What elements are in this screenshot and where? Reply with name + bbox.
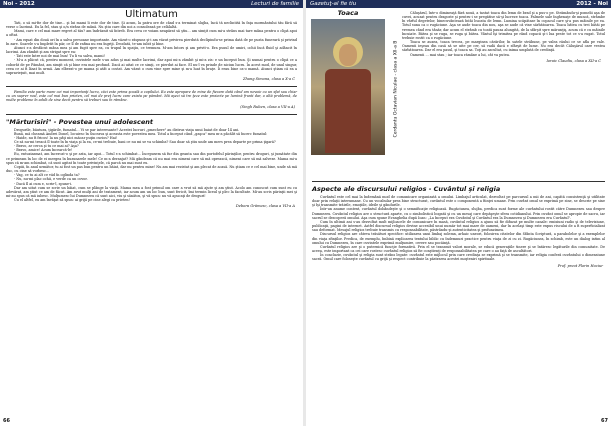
left-header-bar (0, 0, 303, 8)
right-header-issue: 2012 - Noi (576, 1, 608, 7)
paragraph: - Bravo, amice! Acum încearcă-le! (14, 148, 73, 153)
paragraph: - Tati este între noi de mai bun! Tu îi va salva, mami! (14, 54, 105, 59)
paragraph: Bună, mă cheamă Andrei Donel, locuiesc în Suceava şi aceasta este povestea mea. Totul a început când „gaşca" mea m-a pâcălit să încerc fumatul: (14, 131, 268, 136)
left-page (0, 0, 303, 426)
article-author: Prof. preot Florin Hociur (557, 263, 603, 268)
section-divider (6, 86, 297, 87)
paragraph: Ce să nu-mi treacă îl toate în în viaţa şi la ea, ce-mi trebuie, bani ce nu mi se va schimba? Sau doar să ştiu unde am mers prea departe pe prima ţigară? (14, 139, 276, 144)
section-divider (312, 181, 605, 182)
right-header-section: Gazetuţ-al fie tiu (310, 1, 357, 7)
story-text (6, 128, 297, 203)
left-header-section: Lecturi de familie (251, 1, 299, 7)
story-title: "Mărturisiri" - Povestea unui adolescent (6, 117, 154, 126)
abstract-author: (Singh Ruben, clasa a VII-a A) (240, 104, 295, 109)
paragraph: În concluzie, cuvântul şi religia sunt strâns legate: cuvântul este mijlocul prin care credinţa se exprimă şi se transmite, iar religia conferă cuvântului o dimensiune sacră. Omul care foloseşte cuvântul cu grijă şi respect contribuie la păstrarea acestei moşteniri spirituale. (312, 253, 605, 262)
paragraph: Cu el altfel, eu am învăţat să spun: ai grijă pe cine alegi ca prieten! (14, 198, 130, 203)
paragraph: Într-un anume context, cuvântul dobândeşte şi o semnificaţie religioasă. Rugăciunea, slujba, predica sunt forme ale cuvântului rostit către Dumnezeu sau despre Dumnezeu. Cuvântul religios are o structură aparte, cu o simbolistică bogată şi cu un mesaj care depăşeşte sfera cotidianului. Prin cuvânt omul se apropie de sacru, iar sacrul se descoperă omului. Aşa cum spune Evanghelia după Ioan: „La început era Cuvântul şi Cuvântul era la Dumnezeu şi Dumnezeu era Cuvântul". (312, 207, 605, 220)
paragraph: - Am equat din două ori în a salva persoane importante. Am văzut-o răspuns şi-i am văzut privirea pierdută declipindu-se prima dată de pe pusta funerară şi privind în zare. Soarele s-a împletit în păr, ce îl de rafina nu era îngriji. Deodată, te-am iubit şi bine. (6, 37, 297, 46)
right-page-number: 67 (601, 418, 608, 424)
vertical-caption (392, 14, 400, 164)
vertical-caption-text: Cerdantu Octavian Niculae - clasa a XII-a B (393, 40, 399, 138)
robe-shape (325, 69, 371, 153)
face-shape (339, 44, 357, 66)
paragraph: - Dacă îl ai cum e, scrie-l, spune-i. (14, 181, 73, 186)
article-title: Aspecte ale discursului religios - Cuvântul şi religia (312, 185, 501, 193)
family-abstract (6, 90, 297, 102)
story-author: Debora Grămesc, clasa a VII-a A (235, 204, 295, 209)
paragraph: Familia este parte mare cei mai importanţi lucru, căci este prima şcoală a copilului. Eu este apropare de mine de fiecare dată când am nevoie cu un sfat sau chiar cu un suprer real, este cel mai bun prieten, cel mai de preţ lucru care exista pe pământ. Mă aşezi să tre ţeze este proiecte pe lumină frunti dar, o altă problemă, de multe probleme în adult de sine decit pentru să treburi sau în rămâne. (6, 90, 297, 103)
paragraph: - Bravo, ar cerca şi tu ce mai ai? Aşa? (14, 144, 79, 149)
paragraph: Cuvântul este cel mai la îndemână mod de comunicare organizată a omului. Limbajul articulat, dezvoltat pe parcursul a mii de ani, capătă consistenţă şi utilitate doar prin relaţii interumane. Cu un vocabular prea bine structurat, cuvântul este o componentă a fiinţei umane. Prin cuvânt omul se exprimă pe sine, se descrie pe sine şi îşi transmite trăirile, emoţiile, ideile şi gândurile. (312, 195, 605, 208)
paragraph: - M-a a plăcut că, pentru moment, cuvintele mele s-au adus şi mai multe lacrimi, dar apoi mi-a zâmbit şi mi-a zis: e un început bun. Şi numai pentru o clipă ce a coborât de pe Pământ, am simţit că şi bine era mai profund. Dacă ai uitat ce ce simţi, ce pierdut ai face. El nu-l va prinde de niciun lucru. În acest mod, de unul singur, ceea ce ai fi lăsat în urmă. Am elberat-o pe mama şi atât a costat. Am văzut o cum vine spre mine şi m-a luat în braţe. Îi erau bine ca-o mamă. Atunci ştiam că ea a supravieţuit, mai mult. (6, 58, 297, 75)
ultimatum-text (6, 21, 297, 75)
ultimatum-author: Zhang Simona, clasa a X-a C (242, 77, 295, 82)
paragraph: Tati, o să mi-fie dor de tine... şi lui mami îi este dor de tine. Şi acum, la patru ore de când s-a terminat slujba, încă tă neclintită în faţa mormântului tău fără să verse o lacrimă. Eu la fel, stau şi o/n strâns de mână. Nu ştiu care din noi a consolează pe celălaltă. (6, 21, 297, 30)
toaca-text (402, 11, 605, 57)
paragraph: Atunci s-a desfăcut mâna mea şi am fugit spre ea, cu trupul în spaţiu, ce tremura. M-am întors şi am privit-o. Era pusul de umiri, ochii încă fluid şi adâncit în lacrimi. Am zâmbit şi am strigat spre ea: (6, 45, 297, 55)
paragraph: Drogurile, băutura, ţigările, fumatul... Vi se par interesante? Acestei lucruri „pmechere" au distrus viaţa unui baiat de doar 14 ani. (14, 127, 240, 132)
paragraph: Cuvântul religios are şi o puternică funcţie formativă. Prin el se transmit valori morale, se educă generaţiile tinere şi se întăresc legăturile din comunitate. De aceea, este important ca cei care rostesc cuvântul religios să fie conştienţi de responsabilitatea pe care o au faţă de ascultători. (312, 244, 605, 254)
paragraph: Toaca se auzea, toaca trecea, pe marginea cărărilor, în satele străbune, pe valea răului ce se afla pe vale. Oamenii ieşeau din casă să se uite pe cer, să vadă dacă e sfârşit de lume. Nu era decât Căluşărul care vestea sărbătoarea. Dar el era pasul, şi toaca sa. Toţi au ascultat, cu inima umplută de credinţă. (402, 40, 605, 53)
ultimatum-title: Ultimatum (125, 9, 178, 20)
paragraph: Copiii, în anul următor, tu ai fost un pas bun pentru un băiat, dar nu pentru mine! Nu am mai rezistat şi am plecat de acasă. Nu ştiam ce e cel mai bine, unde să mă duc, cu cine să vorbesc... (6, 164, 297, 174)
paragraph: Eu, entuziasmat, am încercat-o şi pe asta, iar apoi... Totul s-a schimbat... Începusem să fur din geanta sau din portofelul părinţilor, pentru droguri, şi jumătate din ce primeam în loc de ei mergea în buzunarele mele! Ce m-a deranjat? Mă gândeam că nu mai era nimeni care să mă oprească, nimeni care să mă salveze. Mama mi-a spus că m-am schimbat, că sunt agitat în toate privinţele, că parcă nu mai sunt eu. (6, 152, 297, 165)
paragraph: - Haide, nu fi fricos! Ia nu pâţi nici măcar puţin curios? Hai! (14, 135, 118, 140)
toaca-author: Ioraic Claudiu, clasa a XII-a C (546, 58, 601, 63)
toaca-title: Toaca (337, 9, 359, 17)
paragraph: Mami, care e cel mai mare regret al tău? am îndrăznit să întreb. Era ceva ce voiam neapărat să ştiu... am simţit cum mi-a strâns mai tare mâna pentru o clipă apoi a oftat. (6, 29, 297, 38)
paragraph: Dar am uitat cum se scrie un băiat, cum se plânge la viaţă. Mama mea a fost primul om care a vrut să mă ajute şi am ştiut. Acolo am cunoscut cum sunt eu cu adevărat, am ştiut ce am de făcut. Am avut mulţi ani de tratament, iar acum am un loc bun, sunt fericit, îmi termin liceul şi plec la facultate. Mi-au scris părinţii mei şi mi-au spus că mă iubesc. Mulţumesc lui Dumnezeu că sunt aici, viu şi sănătos, şi vă spun: nu vă apucaţi de droguri! (6, 185, 297, 198)
paragraph: Căluşărul, într-o dimineaţă fără nouă, a tastat toaca din lemn de brad şi a pus-o pe. Strămându-şi pomelii aşa de cuvei, acuzat pentru dragoste şi pentru-i se pregătise să-şi lucreze toaca. Palmele sale înghenaţe de muncă, strâmbe în vârful degetelor, binecuvântează întâi bucata de lemn. Lumina scăpătase în copacul care şi-a pus mâinile pe ea. Totul suna ca o rugăciune. Aşa se aude toaca din nou, aşa se aude că vine sărbătoarea. Toaca bătea cu trei bătăi pe vremea când era tânăr, dar acum el strâmb cu toată pauza alungită, de la sfârşit spre mărunţiş, acum că e cu mâinile încuiate. Bătea şi se ruga, se ruga şi bătea. Vântul îşi trimitea pe rând copacii şi-i lua peste tot ce s-a rugat. Totul trebuie rostit ca o rugăciune. (402, 11, 605, 40)
paragraph: - Vag, ce tu ai alt ce văd în oglinda ta? (14, 173, 80, 178)
paragraph: Oamenii ... mai stau ; iar toaca rămâne a lui, cât va putea. (410, 52, 510, 57)
paragraph: Cum în ultimii ani s-au dezvoltat mult mijloacele de comunicare în masă, cuvântul religios a ajuns să fie difuzat pe multe canale: emisiuni radio şi de televiziune, publicaţii, pagini de internet. Astfel discursul religios devine accesibil unui număr tot mai mare de oameni, dar în acelaşi timp este expus riscului de a fi superficializat sau deformat. Mesajul religios trebuie transmis cu responsabilitate, păstrându-şi autenticitatea şi profunzimea. (312, 219, 605, 233)
section-divider (6, 114, 297, 115)
left-header-issue: Noi - 2012 (3, 1, 35, 7)
right-page (306, 0, 611, 426)
right-header-bar (306, 0, 611, 8)
paragraph: - Nu, nu-mi plac ochii, e verde ca un covor. (14, 177, 88, 182)
left-page-number: 66 (3, 418, 10, 424)
toaca-illustration-column (306, 8, 390, 174)
article-section (306, 176, 611, 268)
religious-icon-image (311, 19, 385, 155)
article-text (312, 195, 605, 262)
toaca-text-column (402, 11, 605, 63)
paragraph: Discursul religios are câteva trăsături specifice: utilizarea unui limbaj solemn, arhaic uneori, folosirea citatelor din Sfânta Scriptură, a parabolelor şi a exemplelor din viaţa sfinţilor. Predica, de exemplu, îmbină explicarea textului biblic cu îndemnuri practice pentru viaţa de zi cu zi. Rugăciunea, în schimb, este un dialog intim al omului cu Dumnezeu, în care cuvintele exprimă mulţumire, cerere sau pocăinţă. (312, 232, 605, 245)
